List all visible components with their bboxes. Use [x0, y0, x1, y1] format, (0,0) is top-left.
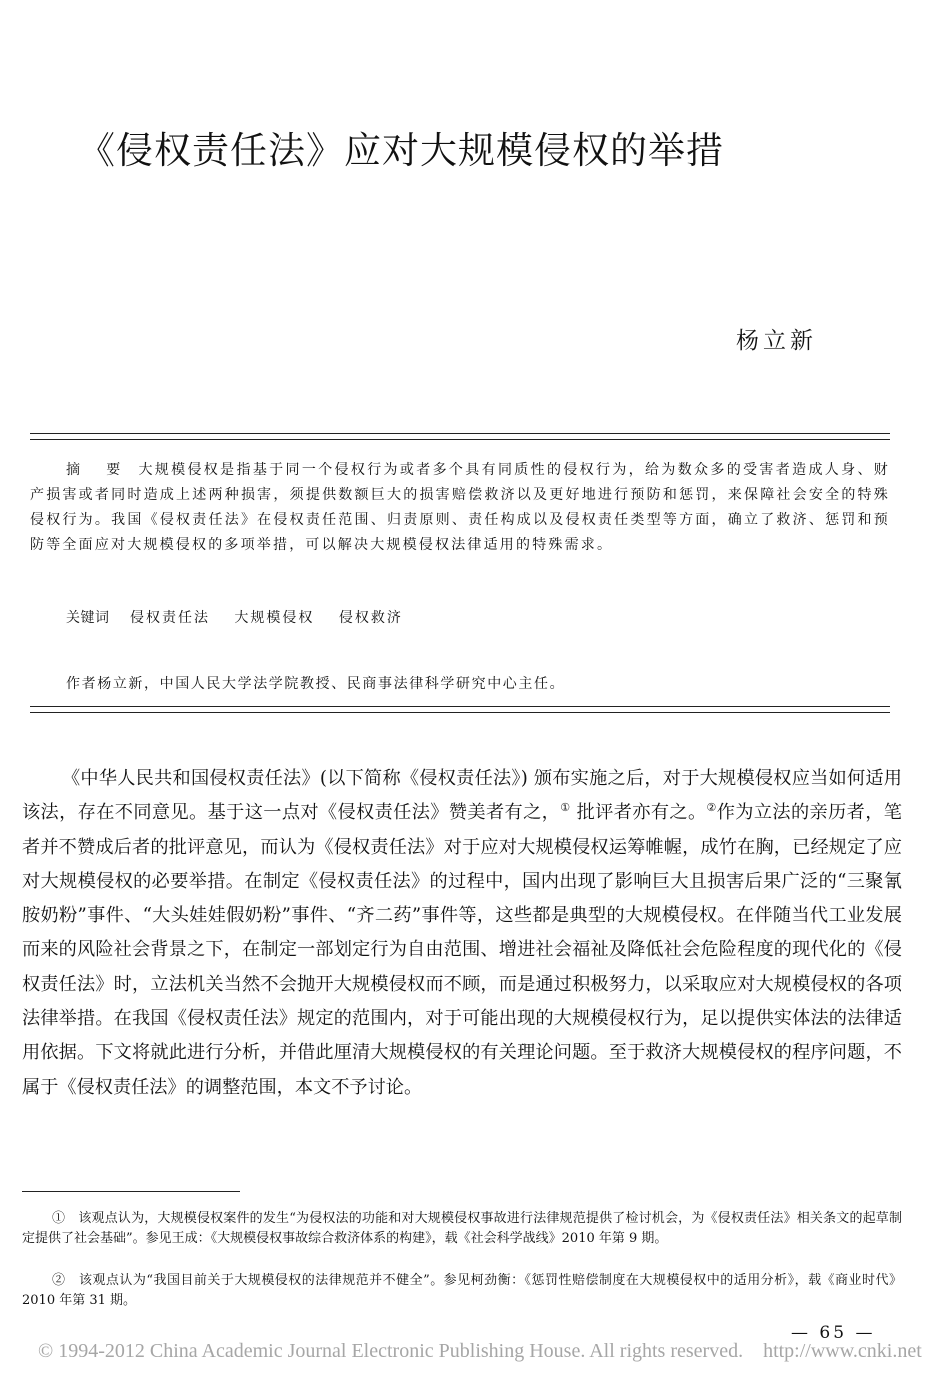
keywords-label: 关键词	[66, 610, 110, 626]
copyright-watermark: © 1994-2012 China Academic Journal Electronic Publishing House. All rights reserved. http://www.cnki.net	[38, 1340, 922, 1362]
footnote-text: 该观点认为“我国目前关于大规模侵权的法律规范并不健全”。参见柯劲衡：《惩罚性赔偿制度在大规模侵权中的适用分析》，载《商业时代》2010 年第 31 期。	[22, 1273, 902, 1308]
abstract-text: 大规模侵权是指基于同一个侵权行为或者多个具有同质性的侵权行为，给为数众多的受害者造成人身、财产损害或者同时造成上述两种损害，须提供数额巨大的损害赔偿救济以及更好地进行预防和惩罚，来保障社会安全的特殊侵权行为。我国《侵权责任法》在侵权责任范围、归责原则、责任构成以及侵权责任类型等方面，确立了救济、惩罚和预防等全面应对大规模侵权的多项举措，可以解决大规模侵权法律适用的特殊需求。	[30, 462, 891, 553]
keyword: 侵权责任法	[129, 610, 210, 626]
abstract-label: 摘 要	[66, 462, 127, 478]
keyword: 侵权救济	[338, 610, 403, 626]
body-text-part-1: 《中华人民共和国侵权责任法》(以下简称《侵权责任法》) 颁布实施之后，对于大规模侵权应当如何适用该法，存在不同意见。基于这一点对《侵权责任法》赞美者有之，	[22, 768, 902, 824]
body-text-part-2: 批评者亦有之。	[570, 802, 707, 824]
author-affiliation: 作者杨立新，中国人民大学法学院教授、民商事法律科学研究中心主任。	[66, 676, 566, 692]
footnote-mark: ②	[52, 1273, 66, 1288]
footnote-ref-2[interactable]: ②	[706, 801, 717, 815]
footnote-2	[22, 1271, 902, 1311]
footnote-1	[22, 1209, 902, 1249]
footnote-text: 该观点认为，大规模侵权案件的发生“为侵权法的功能和对大规模侵权事故进行法律规范提供了检讨机会，为《侵权责任法》相关条文的起草制定提供了社会基础”。参见王成：《大规模侵权事故综合救济体系的构建》，载《社会科学战线》2010 年第 9 期。	[22, 1211, 902, 1246]
author-name: 杨立新	[736, 328, 817, 354]
abstract	[30, 458, 890, 558]
abstract-top-rule	[30, 433, 890, 440]
body-paragraph	[22, 762, 902, 1105]
footnote-ref-1[interactable]: ①	[560, 801, 571, 815]
keywords	[66, 606, 866, 631]
footnote-mark: ①	[52, 1211, 66, 1226]
page-number: — 65 —	[791, 1323, 876, 1343]
footnote-separator	[22, 1191, 240, 1192]
body-text-part-3: 作为立法的亲历者，笔者并不赞成后者的批评意见，而认为《侵权责任法》对于应对大规模侵权运筹帷幄，成竹在胸，已经规定了应对大规模侵权的必要举措。在制定《侵权责任法》的过程中，国内出现了影响巨大且损害后果广泛的“三聚氰胺奶粉”事件、“大头娃娃假奶粉”事件、“齐二药”事件等，这些都是典型的大规模侵权。在伴随当代工业发展而来的风险社会背景之下，在制定一部划定行为自由范围、增进社会福祉及降低社会危险程度的现代化的《侵权责任法》时，立法机关当然不会抛开大规模侵权而不顾，而是通过积极努力，以采取应对大规模侵权的各项法律举措。在我国《侵权责任法》规定的范围内，对于可能出现的大规模侵权行为，足以提供实体法的法律适用依据。下文将就此进行分析，并借此厘清大规模侵权的有关理论问题。至于救济大规模侵权的程序问题，不属于《侵权责任法》的调整范围，本文不予讨论。	[22, 802, 902, 1098]
keyword: 大规模侵权	[234, 610, 315, 626]
abstract-bottom-rule	[30, 706, 890, 713]
article-title: 《侵权责任法》应对大规模侵权的举措	[78, 129, 724, 172]
